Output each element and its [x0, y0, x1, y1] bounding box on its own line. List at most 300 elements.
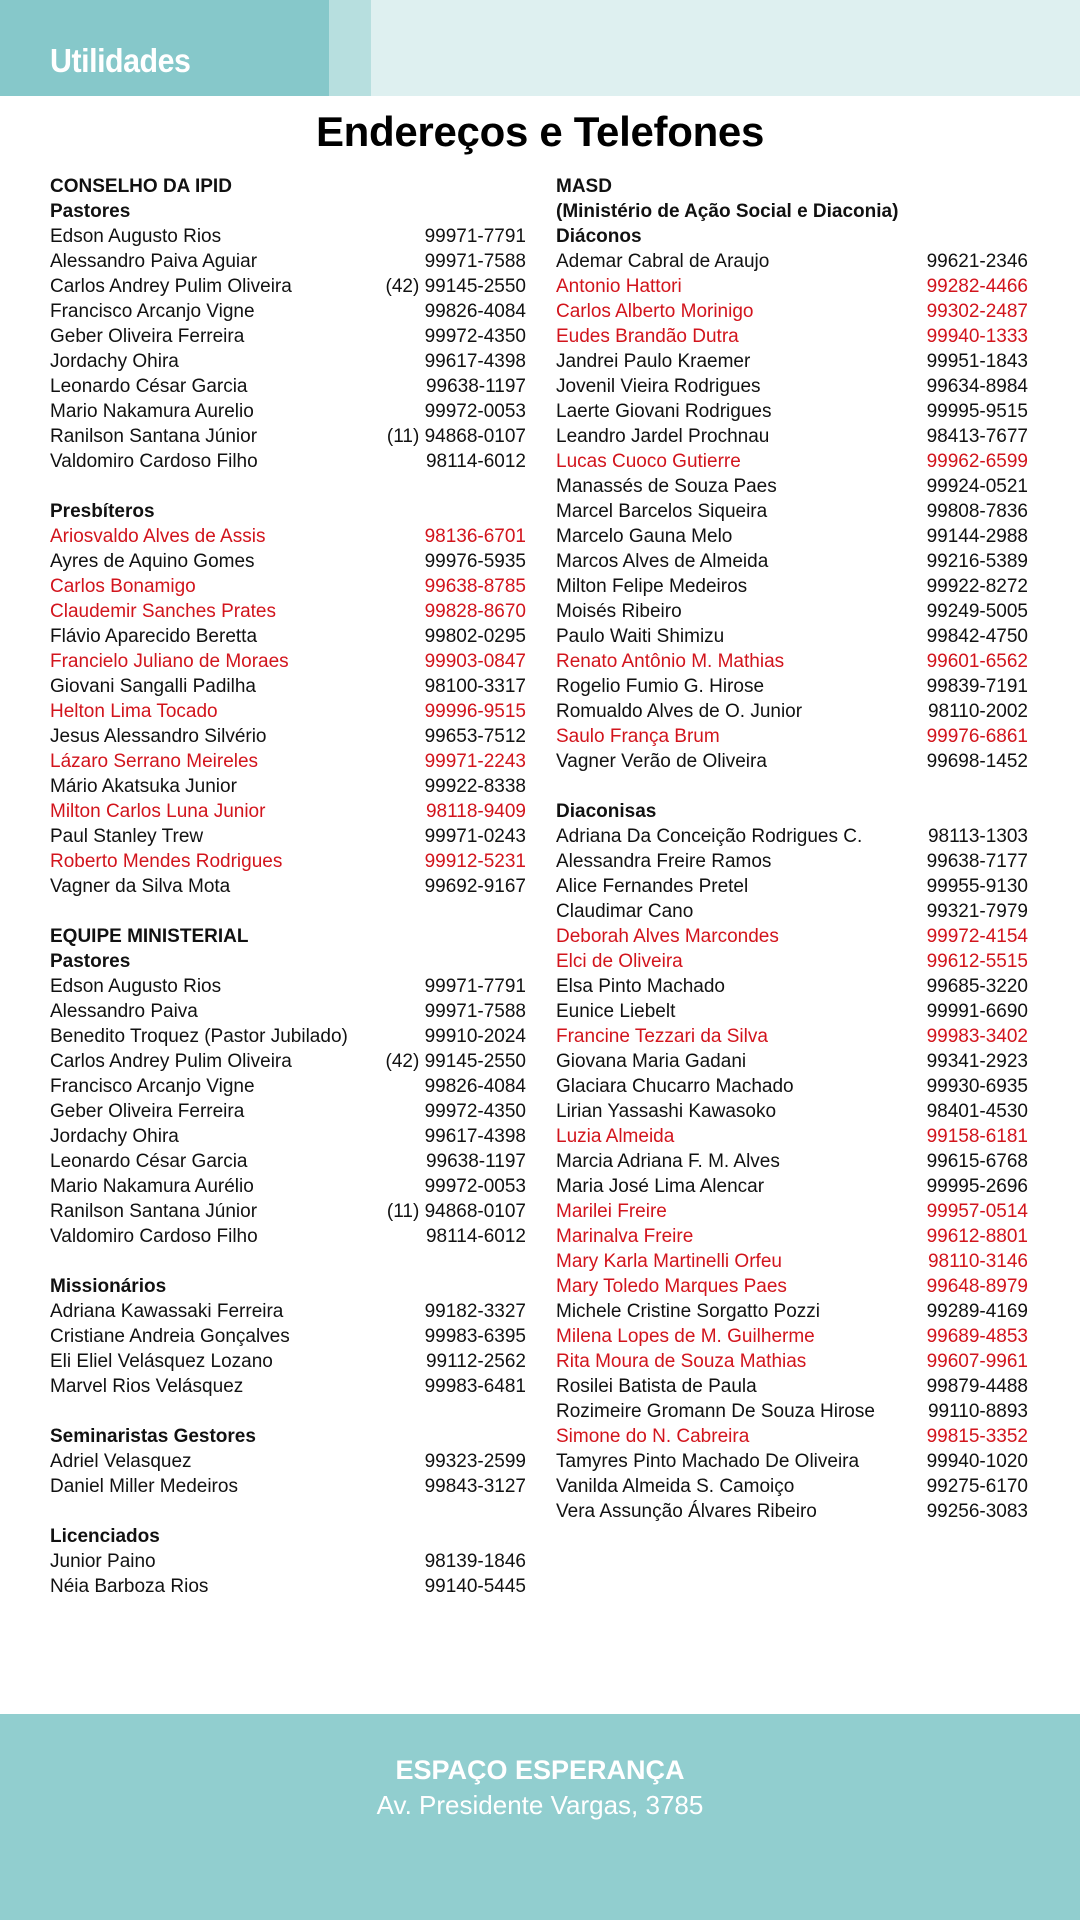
contact-name: Lucas Cuoco Gutierre: [556, 451, 741, 472]
contact-phone: 99940-1333: [926, 326, 1028, 347]
contact-row: [50, 1199, 526, 1224]
contact-row: [50, 374, 526, 399]
contact-name: Geber Oliveira Ferreira: [50, 1101, 245, 1122]
contact-phone: 99182-3327: [424, 1301, 526, 1322]
contact-name: Eli Eliel Velásquez Lozano: [50, 1351, 273, 1372]
contact-name: Adriana Da Conceição Rodrigues C.: [556, 826, 863, 847]
contact-row: [556, 749, 1028, 774]
contact-phone: 99995-2696: [926, 1176, 1028, 1197]
contact-row: [50, 1024, 526, 1049]
contact-name: Francisco Arcanjo Vigne: [50, 301, 255, 322]
contact-row: [556, 474, 1028, 499]
contact-phone: 99302-2487: [926, 301, 1028, 322]
contact-name: Junior Paino: [50, 1551, 156, 1572]
contact-row: [556, 649, 1028, 674]
contact-phone: 99962-6599: [926, 451, 1028, 472]
contact-phone: 99692-9167: [424, 876, 526, 897]
contact-name: Marvel Rios Velásquez: [50, 1376, 244, 1397]
contact-row: [50, 624, 526, 649]
contact-phone: 99216-5389: [926, 551, 1028, 572]
contact-row: [50, 849, 526, 874]
contact-row: [556, 1249, 1028, 1274]
section-label: Utilidades: [50, 42, 191, 79]
contact-name: Geber Oliveira Ferreira: [50, 326, 245, 347]
contact-phone: 99839-7191: [926, 676, 1028, 697]
group-title: Diáconos: [556, 226, 642, 247]
contact-name: Valdomiro Cardoso Filho: [50, 451, 258, 472]
contact-name: Marcos Alves de Almeida: [556, 551, 769, 572]
contact-name: Claudimar Cano: [556, 901, 694, 922]
contact-name: Rogelio Fumio G. Hirose: [556, 676, 765, 697]
contact-name: Deborah Alves Marcondes: [556, 926, 779, 947]
contact-row: [50, 399, 526, 424]
contact-phone: 99638-7177: [926, 851, 1028, 872]
contact-name: Leandro Jardel Prochnau: [556, 426, 770, 447]
contact-phone: 99110-8893: [927, 1401, 1028, 1422]
contact-phone: (11) 94868-0107: [386, 426, 526, 447]
contact-phone: 99607-9961: [926, 1351, 1028, 1372]
contact-row: [556, 399, 1028, 424]
contact-phone: 98401-4530: [926, 1101, 1028, 1122]
contact-section: [50, 924, 526, 1249]
contact-name: Elsa Pinto Machado: [556, 976, 725, 997]
contact-name: Leonardo César Garcia: [50, 376, 248, 397]
contact-row: [556, 1224, 1028, 1249]
contact-row: [50, 1074, 526, 1099]
contact-name: Marcelo Gauna Melo: [556, 526, 733, 547]
contact-name: Francine Tezzari da Silva: [556, 1026, 768, 1047]
contact-phone: 99842-4750: [926, 626, 1028, 647]
contact-row: [556, 824, 1028, 849]
contact-phone: 99922-8272: [926, 576, 1028, 597]
contact-row: [50, 749, 526, 774]
contact-phone: 98136-6701: [424, 526, 526, 547]
contact-name: Rozimeire Gromann De Souza Hirose: [556, 1401, 875, 1422]
contact-row: [556, 574, 1028, 599]
contact-name: Glaciara Chucarro Machado: [556, 1076, 794, 1097]
contact-phone: 99612-5515: [926, 951, 1028, 972]
contact-phone: 99991-6690: [926, 1001, 1028, 1022]
contact-phone: 99971-2243: [424, 751, 526, 772]
contact-name: Giovana Maria Gadani: [556, 1051, 747, 1072]
contact-name: Laerte Giovani Rodrigues: [556, 401, 772, 422]
contact-name: Edson Augusto Rios: [50, 226, 222, 247]
contact-name: Alice Fernandes Pretel: [556, 876, 749, 897]
contact-phone: 99930-6935: [926, 1076, 1028, 1097]
contact-phone: 99971-7588: [424, 251, 526, 272]
contact-name: Helton Lima Tocado: [50, 701, 218, 722]
contact-name: Ranilson Santana Júnior: [50, 1201, 258, 1222]
contact-row: [556, 624, 1028, 649]
contact-row: [556, 1274, 1028, 1299]
contact-name: Cristiane Andreia Gonçalves: [50, 1326, 290, 1347]
contact-phone: 99617-4398: [424, 351, 526, 372]
contact-phone: 99634-8984: [926, 376, 1028, 397]
contact-row: [556, 699, 1028, 724]
contact-phone: 99955-9130: [926, 876, 1028, 897]
contact-row: [556, 1124, 1028, 1149]
contact-phone: 99996-9515: [424, 701, 526, 722]
contact-row: [50, 1124, 526, 1149]
contact-row: [50, 999, 526, 1024]
contact-name: Ariosvaldo Alves de Assis: [50, 526, 266, 547]
contact-name: Néia Barboza Rios: [50, 1576, 209, 1597]
contact-name: Simone do N. Cabreira: [556, 1426, 750, 1447]
contact-phone: 99621-2346: [926, 251, 1028, 272]
contact-row: [556, 299, 1028, 324]
contact-phone: 98114-6012: [425, 1226, 526, 1247]
contact-phone: 98118-9409: [425, 801, 526, 822]
contact-name: Marcel Barcelos Siqueira: [556, 501, 768, 522]
contact-name: Vera Assunção Álvares Ribeiro: [556, 1501, 817, 1522]
contact-name: Eunice Liebelt: [556, 1001, 676, 1022]
contact-name: Milton Felipe Medeiros: [556, 576, 748, 597]
contact-name: Luzia Almeida: [556, 1126, 675, 1147]
contact-row: [50, 1349, 526, 1374]
contact-phone: 99828-8670: [424, 601, 526, 622]
contact-phone: 98110-2002: [927, 701, 1028, 722]
contact-phone: 99957-0514: [926, 1201, 1028, 1222]
contact-row: [50, 599, 526, 624]
contact-row: [556, 424, 1028, 449]
contact-row: [556, 324, 1028, 349]
contact-name: Mary Karla Martinelli Orfeu: [556, 1251, 782, 1272]
contact-phone: 99638-1197: [425, 376, 526, 397]
contact-name: Jovenil Vieira Rodrigues: [556, 376, 761, 397]
contact-row: [556, 674, 1028, 699]
contact-phone: 99971-7588: [424, 1001, 526, 1022]
contact-phone: 99879-4488: [926, 1376, 1028, 1397]
contact-phone: 99972-4350: [424, 1101, 526, 1122]
contact-phone: 99940-1020: [926, 1451, 1028, 1472]
contact-phone: 99995-9515: [926, 401, 1028, 422]
contact-name: Antonio Hattori: [556, 276, 682, 297]
contact-name: Marcia Adriana F. M. Alves: [556, 1151, 780, 1172]
contact-phone: 99617-4398: [424, 1126, 526, 1147]
contact-name: Eudes Brandão Dutra: [556, 326, 739, 347]
contact-phone: 99256-3083: [926, 1501, 1028, 1522]
contact-row: [556, 874, 1028, 899]
contact-row: [50, 1549, 526, 1574]
contact-name: Leonardo César Garcia: [50, 1151, 248, 1172]
contact-phone: 99808-7836: [926, 501, 1028, 522]
contact-row: [556, 1074, 1028, 1099]
contact-phone: 99912-5231: [424, 851, 526, 872]
contact-name: Daniel Miller Medeiros: [50, 1476, 238, 1497]
contact-name: Ayres de Aquino Gomes: [50, 551, 255, 572]
contact-phone: 99972-4350: [424, 326, 526, 347]
contact-row: [556, 1099, 1028, 1124]
contact-name: Romualdo Alves de O. Junior: [556, 701, 803, 722]
contact-phone: 99689-4853: [926, 1326, 1028, 1347]
contact-phone: 99972-0053: [424, 1176, 526, 1197]
contact-section: [50, 499, 526, 899]
group-title: Licenciados: [50, 1526, 160, 1547]
contact-phone: 99976-5935: [424, 551, 526, 572]
section-title: MASD: [556, 176, 612, 197]
contact-phone: 99282-4466: [926, 276, 1028, 297]
contact-name: Ranilson Santana Júnior: [50, 426, 258, 447]
contact-section: [50, 1524, 526, 1599]
contact-phone: (42) 99145-2550: [385, 1051, 526, 1072]
contact-section: [556, 174, 1028, 774]
contact-phone: 99648-8979: [926, 1276, 1028, 1297]
contact-row: [556, 249, 1028, 274]
contact-phone: 99910-2024: [424, 1026, 526, 1047]
contact-row: [556, 1499, 1028, 1524]
contact-row: [50, 1299, 526, 1324]
right-column: [556, 174, 1028, 1549]
contact-row: [556, 899, 1028, 924]
contact-row: [50, 1224, 526, 1249]
contact-section: [50, 1274, 526, 1399]
contact-row: [50, 1174, 526, 1199]
contact-name: Vagner da Silva Mota: [50, 876, 231, 897]
contact-name: Jordachy Ohira: [50, 1126, 179, 1147]
contact-row: [556, 1349, 1028, 1374]
contact-phone: 99289-4169: [926, 1301, 1028, 1322]
footer-title: ESPAÇO ESPERANÇA: [395, 1755, 685, 1785]
contact-row: [50, 799, 526, 824]
contact-name: Vagner Verão de Oliveira: [556, 751, 767, 772]
contact-phone: (42) 99145-2550: [385, 276, 526, 297]
contact-row: [50, 274, 526, 299]
contact-name: Alessandro Paiva: [50, 1001, 198, 1022]
contact-row: [556, 499, 1028, 524]
contact-phone: 99638-1197: [425, 1151, 526, 1172]
contact-name: Ademar Cabral de Araujo: [556, 251, 770, 272]
contact-row: [50, 424, 526, 449]
contact-row: [50, 249, 526, 274]
contact-phone: 98114-6012: [425, 451, 526, 472]
contact-row: [50, 449, 526, 474]
contact-row: [50, 1324, 526, 1349]
contact-phone: 99615-6768: [926, 1151, 1028, 1172]
contact-name: Milena Lopes de M. Guilherme: [556, 1326, 815, 1347]
contact-name: Mario Nakamura Aurélio: [50, 1176, 254, 1197]
contact-name: Giovani Sangalli Padilha: [50, 676, 256, 697]
contact-row: [556, 1374, 1028, 1399]
contact-row: [50, 549, 526, 574]
contact-phone: 99321-7979: [926, 901, 1028, 922]
contact-row: [556, 1174, 1028, 1199]
contact-row: [50, 1049, 526, 1074]
contact-phone: 98113-1303: [927, 826, 1028, 847]
contact-row: [50, 574, 526, 599]
contact-row: [50, 1374, 526, 1399]
contact-name: Maria José Lima Alencar: [556, 1176, 765, 1197]
contact-phone: 99815-3352: [926, 1426, 1028, 1447]
contact-name: Lirian Yassashi Kawasoko: [556, 1101, 777, 1122]
contact-phone: 99971-0243: [424, 826, 526, 847]
contact-phone: 99341-2923: [926, 1051, 1028, 1072]
contact-phone: 99922-8338: [424, 776, 526, 797]
contact-name: Manassés de Souza Paes: [556, 476, 777, 497]
contact-row: [556, 949, 1028, 974]
contact-row: [50, 1449, 526, 1474]
contact-row: [556, 374, 1028, 399]
contact-phone: 99323-2599: [424, 1451, 526, 1472]
contact-name: Francisco Arcanjo Vigne: [50, 1076, 255, 1097]
contact-row: [50, 1149, 526, 1174]
contact-phone: 99275-6170: [926, 1476, 1028, 1497]
contact-name: Carlos Alberto Morinigo: [556, 301, 754, 322]
contact-name: Milton Carlos Luna Junior: [50, 801, 266, 822]
contact-row: [556, 1299, 1028, 1324]
contact-phone: 98413-7677: [926, 426, 1028, 447]
contact-phone: 99972-4154: [926, 926, 1028, 947]
contact-phone: 99976-6861: [926, 726, 1028, 747]
contact-row: [50, 974, 526, 999]
contact-name: Saulo França Brum: [556, 726, 720, 747]
contact-name: Flávio Aparecido Beretta: [50, 626, 258, 647]
contact-row: [50, 1474, 526, 1499]
footer-address: Av. Presidente Vargas, 3785: [376, 1790, 704, 1820]
contact-name: Tamyres Pinto Machado De Oliveira: [556, 1451, 860, 1472]
contact-name: Edson Augusto Rios: [50, 976, 222, 997]
contact-name: Moisés Ribeiro: [556, 601, 682, 622]
contact-name: Alessandra Freire Ramos: [556, 851, 772, 872]
contact-name: Rosilei Batista de Paula: [556, 1376, 757, 1397]
contact-name: Carlos Andrey Pulim Oliveira: [50, 276, 292, 297]
contact-section: [50, 1424, 526, 1499]
contact-phone: 99653-7512: [424, 726, 526, 747]
contact-name: Rita Moura de Souza Mathias: [556, 1351, 807, 1372]
section-title: CONSELHO DA IPID: [50, 176, 232, 197]
header-tab-edge: [329, 0, 371, 96]
contact-row: [50, 824, 526, 849]
contact-name: Jordachy Ohira: [50, 351, 179, 372]
group-title: Diaconisas: [556, 801, 657, 822]
contact-name: Adriana Kawassaki Ferreira: [50, 1301, 284, 1322]
contact-name: Alessandro Paiva Aguiar: [50, 251, 258, 272]
contact-phone: 99140-5445: [424, 1576, 526, 1597]
contact-row: [50, 524, 526, 549]
contact-phone: 99144-2988: [926, 526, 1028, 547]
contact-name: Jandrei Paulo Kraemer: [556, 351, 751, 372]
contact-row: [556, 274, 1028, 299]
contact-phone: 99601-6562: [926, 651, 1028, 672]
contact-phone: 99826-4084: [424, 301, 526, 322]
contact-phone: 98139-1846: [424, 1551, 526, 1572]
contact-name: Claudemir Sanches Prates: [50, 601, 276, 622]
contact-name: Michele Cristine Sorgatto Pozzi: [556, 1301, 820, 1322]
contact-name: Vanilda Almeida S. Camoiço: [556, 1476, 795, 1497]
contact-phone: 99802-0295: [424, 626, 526, 647]
contact-name: Roberto Mendes Rodrigues: [50, 851, 283, 872]
left-column: [50, 174, 526, 1624]
contact-phone: 98100-3317: [424, 676, 526, 697]
contact-row: [556, 599, 1028, 624]
contact-name: Mary Toledo Marques Paes: [556, 1276, 787, 1297]
contact-phone: 99158-6181: [926, 1126, 1028, 1147]
contact-row: [556, 849, 1028, 874]
contact-name: Marinalva Freire: [556, 1226, 694, 1247]
contact-name: Renato Antônio M. Mathias: [556, 651, 785, 672]
contact-phone: 99903-0847: [424, 651, 526, 672]
group-title: Missionários: [50, 1276, 167, 1297]
contact-phone: 99843-3127: [424, 1476, 526, 1497]
section-subtitle-line: (Ministério de Ação Social e Diaconia): [556, 201, 899, 222]
contact-name: Paulo Waiti Shimizu: [556, 626, 725, 647]
contact-name: Valdomiro Cardoso Filho: [50, 1226, 258, 1247]
contact-row: [556, 349, 1028, 374]
contact-name: Lázaro Serrano Meireles: [50, 751, 259, 772]
contact-row: [556, 999, 1028, 1024]
contact-phone: 99112-2562: [425, 1351, 526, 1372]
contact-row: [50, 774, 526, 799]
contact-name: Elci de Oliveira: [556, 951, 683, 972]
contact-row: [50, 349, 526, 374]
contact-row: [556, 924, 1028, 949]
contact-row: [556, 549, 1028, 574]
contact-phone: (11) 94868-0107: [386, 1201, 526, 1222]
contact-row: [556, 1149, 1028, 1174]
contact-row: [50, 699, 526, 724]
contact-row: [50, 299, 526, 324]
group-title: Presbíteros: [50, 501, 155, 522]
contact-row: [50, 1099, 526, 1124]
contact-phone: 99951-1843: [926, 351, 1028, 372]
footer: [0, 1714, 1080, 1920]
contact-phone: 99612-8801: [926, 1226, 1028, 1247]
contact-phone: 99971-7791: [424, 226, 526, 247]
contact-name: Marilei Freire: [556, 1201, 667, 1222]
contact-name: Jesus Alessandro Silvério: [50, 726, 267, 747]
group-title: Seminaristas Gestores: [50, 1426, 256, 1447]
contact-phone: 99972-0053: [424, 401, 526, 422]
contact-phone: 99971-7791: [424, 976, 526, 997]
contact-phone: 99924-0521: [926, 476, 1028, 497]
contact-name: Mário Akatsuka Junior: [50, 776, 237, 797]
contact-phone: 99983-6395: [424, 1326, 526, 1347]
contact-row: [556, 1324, 1028, 1349]
contact-row: [556, 524, 1028, 549]
contact-name: Mario Nakamura Aurelio: [50, 401, 254, 422]
section-title: EQUIPE MINISTERIAL: [50, 926, 249, 947]
contact-row: [556, 724, 1028, 749]
contact-row: [556, 1424, 1028, 1449]
contact-phone: 99638-8785: [424, 576, 526, 597]
contact-name: Carlos Andrey Pulim Oliveira: [50, 1051, 292, 1072]
contact-row: [556, 974, 1028, 999]
contact-row: [50, 874, 526, 899]
contact-row: [556, 449, 1028, 474]
contact-row: [556, 1199, 1028, 1224]
contact-row: [50, 1574, 526, 1599]
contact-row: [556, 1449, 1028, 1474]
contact-name: Adriel Velasquez: [50, 1451, 192, 1472]
contact-phone: 99983-3402: [926, 1026, 1028, 1047]
contact-row: [556, 1024, 1028, 1049]
group-title: Pastores: [50, 951, 131, 972]
contact-row: [556, 1399, 1028, 1424]
contact-phone: 99698-1452: [926, 751, 1028, 772]
contact-name: Francielo Juliano de Moraes: [50, 651, 289, 672]
contact-row: [50, 649, 526, 674]
page-title: Endereços e Telefones: [315, 108, 765, 155]
contact-row: [50, 224, 526, 249]
contact-phone: 99685-3220: [926, 976, 1028, 997]
contact-phone: 99983-6481: [424, 1376, 526, 1397]
group-title: Pastores: [50, 201, 131, 222]
contact-name: Carlos Bonamigo: [50, 576, 196, 597]
contact-section: [556, 799, 1028, 1524]
contact-phone: 99249-5005: [926, 601, 1028, 622]
contact-row: [50, 324, 526, 349]
contact-name: Paul Stanley Trew: [50, 826, 204, 847]
contact-row: [556, 1049, 1028, 1074]
